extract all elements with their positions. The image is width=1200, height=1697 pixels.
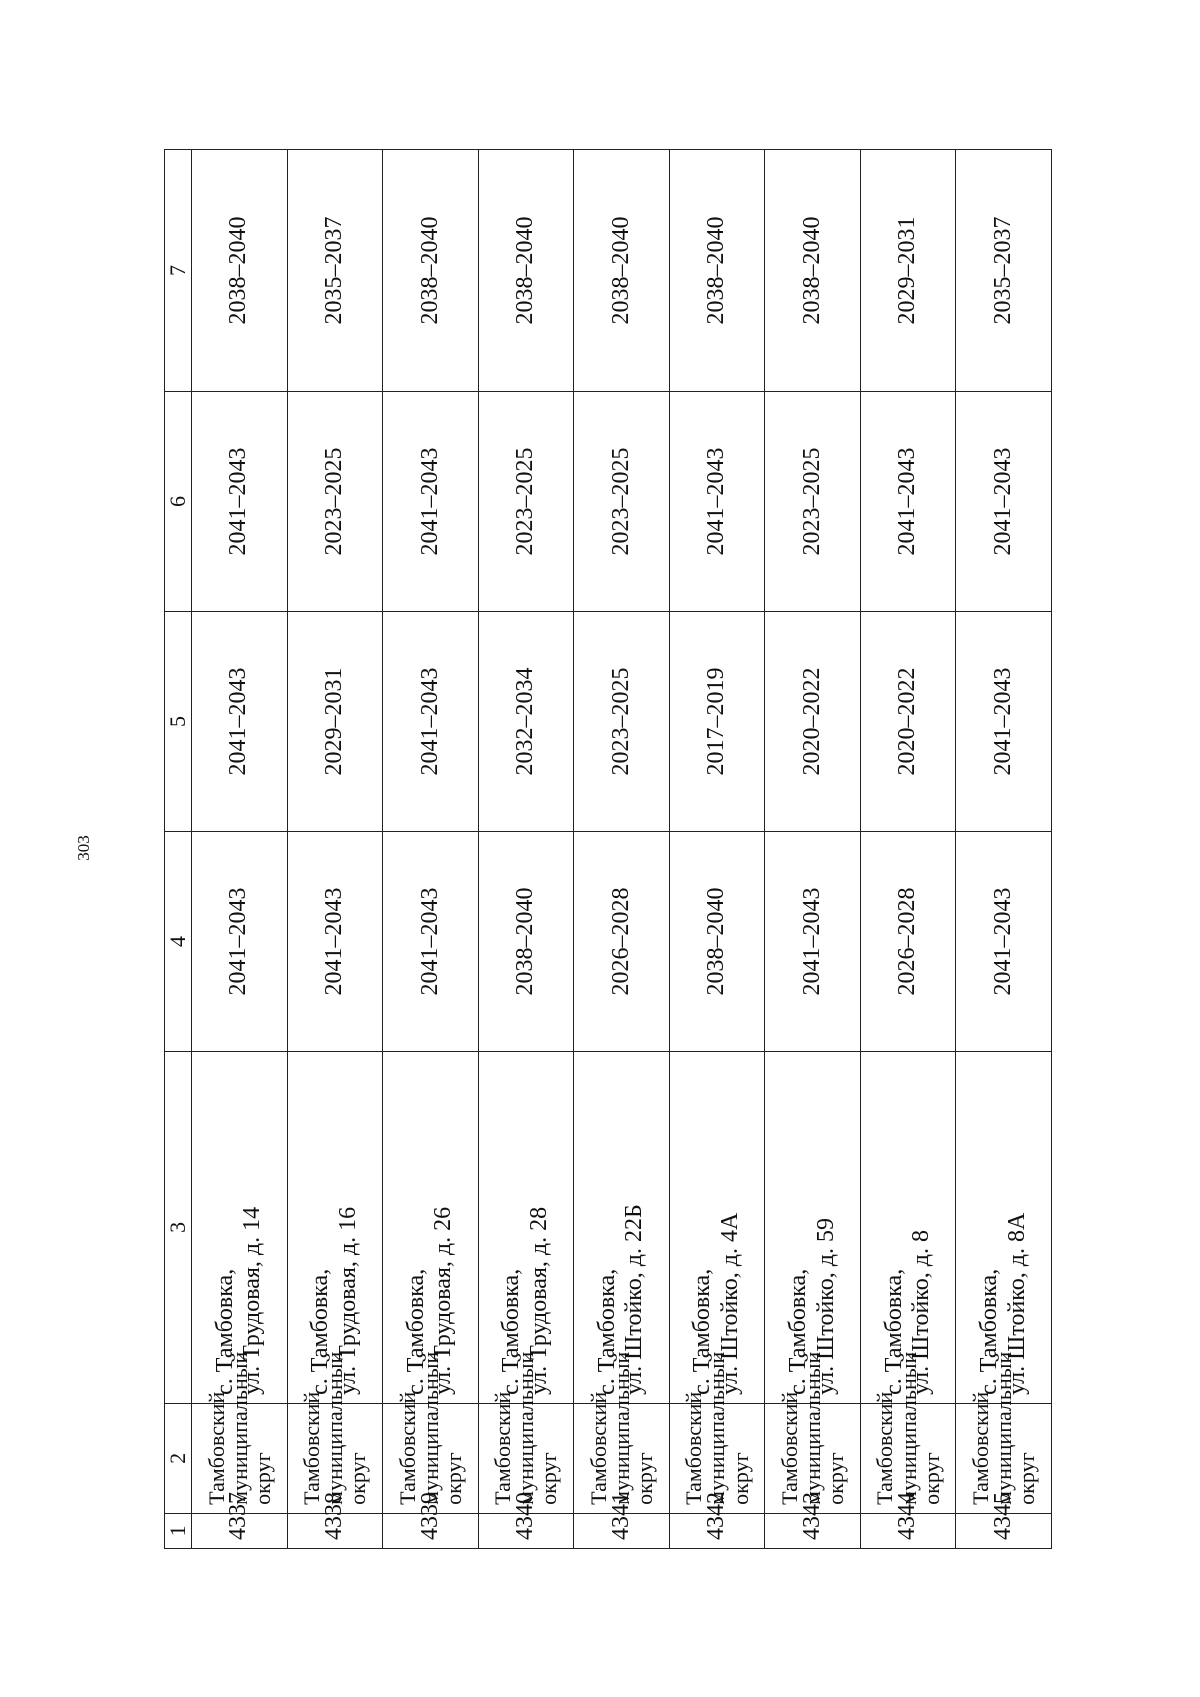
district-line: округ (440, 1452, 466, 1505)
period-cell-col7: 2038–2040 (192, 150, 288, 392)
period-cell-col7: 2038–2040 (765, 150, 861, 392)
table-row (192, 150, 288, 1549)
address-cell (956, 1051, 1052, 1403)
row-number: 4340 (478, 1513, 574, 1548)
district-line: округ (536, 1452, 562, 1505)
page-number: 303 (74, 835, 93, 861)
address-line: ул. Штойко, д. 8 (908, 1230, 935, 1395)
district-line: муниципальный (704, 1351, 730, 1505)
district-line: округ (727, 1452, 753, 1505)
period-cell-col4: 2041–2043 (192, 831, 288, 1051)
address-cell (765, 1051, 861, 1403)
period-cell-col6: 2041–2043 (669, 392, 765, 612)
column-header: 5 (165, 612, 192, 832)
period-cell-col6: 2023–2025 (765, 392, 861, 612)
table-row (574, 150, 670, 1549)
period-cell-col6: 2023–2025 (287, 392, 383, 612)
period-cell-col4: 2026–2028 (860, 831, 956, 1051)
district-line: округ (823, 1452, 849, 1505)
district-line: муниципальный (417, 1351, 443, 1505)
column-header: 1 (165, 1513, 192, 1548)
district-cell (669, 1351, 765, 1513)
table-row (287, 150, 383, 1549)
district-line: муниципальный (513, 1351, 539, 1505)
table-row (765, 150, 861, 1549)
period-cell-col4: 2041–2043 (383, 831, 479, 1051)
district-line: Тамбовский (585, 1391, 611, 1505)
address-cell (669, 1051, 765, 1403)
address-line: с. Тамбовка, (211, 1268, 238, 1395)
period-cell-col6: 2041–2043 (383, 392, 479, 612)
address-cell (383, 1051, 479, 1403)
address-cell (192, 1051, 288, 1403)
row-number: 4337 (192, 1513, 288, 1548)
address-line: с. Тамбовка, (307, 1268, 334, 1395)
column-header: 7 (165, 150, 192, 392)
table-row (956, 150, 1052, 1549)
address-cell (574, 1051, 670, 1403)
period-cell-col5: 2020–2022 (765, 612, 861, 832)
district-line: Тамбовский (299, 1391, 325, 1505)
rotated-table-sheet (164, 149, 1052, 1549)
address-line: с. Тамбовка, (593, 1268, 620, 1395)
district-cell (765, 1351, 861, 1513)
address-line: ул. Штойко, д. 8А (1003, 1212, 1030, 1395)
address-cell (860, 1051, 956, 1403)
district-cell (192, 1351, 288, 1513)
district-line: округ (249, 1452, 275, 1505)
district-cell (860, 1351, 956, 1513)
row-number: 4339 (383, 1513, 479, 1548)
column-header: 2 (165, 1403, 192, 1513)
row-number: 4345 (956, 1513, 1052, 1548)
table-row (669, 150, 765, 1549)
district-line: муниципальный (991, 1351, 1017, 1505)
address-line: ул. Трудовая, д. 16 (334, 1206, 361, 1395)
address-line: с. Тамбовка, (402, 1268, 429, 1395)
address-line: ул. Штойко, д. 59 (812, 1218, 839, 1395)
period-cell-col5: 2023–2025 (574, 612, 670, 832)
district-cell (287, 1351, 383, 1513)
address-line: с. Тамбовка, (880, 1268, 907, 1395)
district-line: Тамбовский (681, 1391, 707, 1505)
period-cell-col4: 2041–2043 (956, 831, 1052, 1051)
district-cell (574, 1351, 670, 1513)
district-cell (478, 1351, 574, 1513)
period-cell-col6: 2041–2043 (192, 392, 288, 612)
address-cell (287, 1051, 383, 1403)
district-line: округ (632, 1452, 657, 1505)
column-header: 4 (165, 831, 192, 1051)
period-cell-col6: 2023–2025 (574, 392, 670, 612)
address-cell (478, 1051, 574, 1403)
period-cell-col4: 2038–2040 (669, 831, 765, 1051)
district-line: Тамбовский (490, 1391, 516, 1505)
address-line: с. Тамбовка, (784, 1268, 811, 1395)
district-line: Тамбовский (968, 1391, 994, 1505)
district-line: муниципальный (322, 1351, 348, 1505)
period-cell-col4: 2041–2043 (765, 831, 861, 1051)
period-cell-col5: 2032–2034 (478, 612, 574, 832)
address-line: ул. Штойко, д. 22Б (621, 1204, 648, 1395)
row-number: 4338 (287, 1513, 383, 1548)
row-number: 4342 (669, 1513, 765, 1548)
period-cell-col4: 2038–2040 (478, 831, 574, 1051)
table-row (383, 150, 479, 1549)
period-cell-col7: 2038–2040 (669, 150, 765, 392)
district-line: муниципальный (608, 1351, 634, 1505)
address-line: с. Тамбовка, (976, 1268, 1003, 1395)
column-header: 6 (165, 392, 192, 612)
period-cell-col4: 2026–2028 (574, 831, 670, 1051)
registry-table (164, 149, 1052, 1549)
district-cell (383, 1351, 479, 1513)
period-cell-col7: 2035–2037 (956, 150, 1052, 392)
district-line: Тамбовский (394, 1391, 420, 1505)
period-cell-col6: 2023–2025 (478, 392, 574, 612)
table-row (478, 150, 574, 1549)
district-line: округ (345, 1452, 371, 1505)
address-line: ул. Трудовая, д. 26 (430, 1206, 457, 1395)
row-number: 4344 (860, 1513, 956, 1548)
period-cell-col5: 2041–2043 (383, 612, 479, 832)
period-cell-col6: 2041–2043 (860, 392, 956, 612)
column-header: 3 (165, 1051, 192, 1403)
period-cell-col5: 2029–2031 (287, 612, 383, 832)
district-line: муниципальный (800, 1351, 825, 1505)
row-number: 4341 (574, 1513, 670, 1548)
district-line: Тамбовский (203, 1391, 229, 1505)
district-line: Тамбовский (776, 1391, 802, 1505)
district-cell (956, 1351, 1052, 1513)
address-line: с. Тамбовка, (498, 1268, 525, 1395)
table-row (860, 150, 956, 1549)
period-cell-col7: 2038–2040 (478, 150, 574, 392)
period-cell-col4: 2041–2043 (287, 831, 383, 1051)
address-line: с. Тамбовка, (689, 1268, 716, 1395)
period-cell-col5: 2017–2019 (669, 612, 765, 832)
period-cell-col5: 2041–2043 (956, 612, 1052, 832)
period-cell-col7: 2035–2037 (287, 150, 383, 392)
district-line: муниципальный (895, 1351, 921, 1505)
period-cell-col7: 2038–2040 (574, 150, 670, 392)
period-cell-col6: 2041–2043 (956, 392, 1052, 612)
address-line: ул. Штойко, д. 4А (717, 1212, 743, 1395)
row-number: 4343 (765, 1513, 861, 1548)
period-cell-col5: 2020–2022 (860, 612, 956, 832)
district-line: округ (918, 1452, 944, 1505)
district-line: муниципальный (226, 1351, 252, 1505)
period-cell-col5: 2041–2043 (192, 612, 288, 832)
district-line: округ (1014, 1452, 1040, 1505)
period-cell-col7: 2038–2040 (383, 150, 479, 392)
table-body (192, 150, 1052, 1549)
address-line: ул. Трудовая, д. 14 (239, 1206, 266, 1395)
district-line: Тамбовский (872, 1391, 898, 1505)
period-cell-col7: 2029–2031 (860, 150, 956, 392)
column-number-row (165, 150, 192, 1549)
address-line: ул. Трудовая, д. 28 (525, 1206, 552, 1395)
